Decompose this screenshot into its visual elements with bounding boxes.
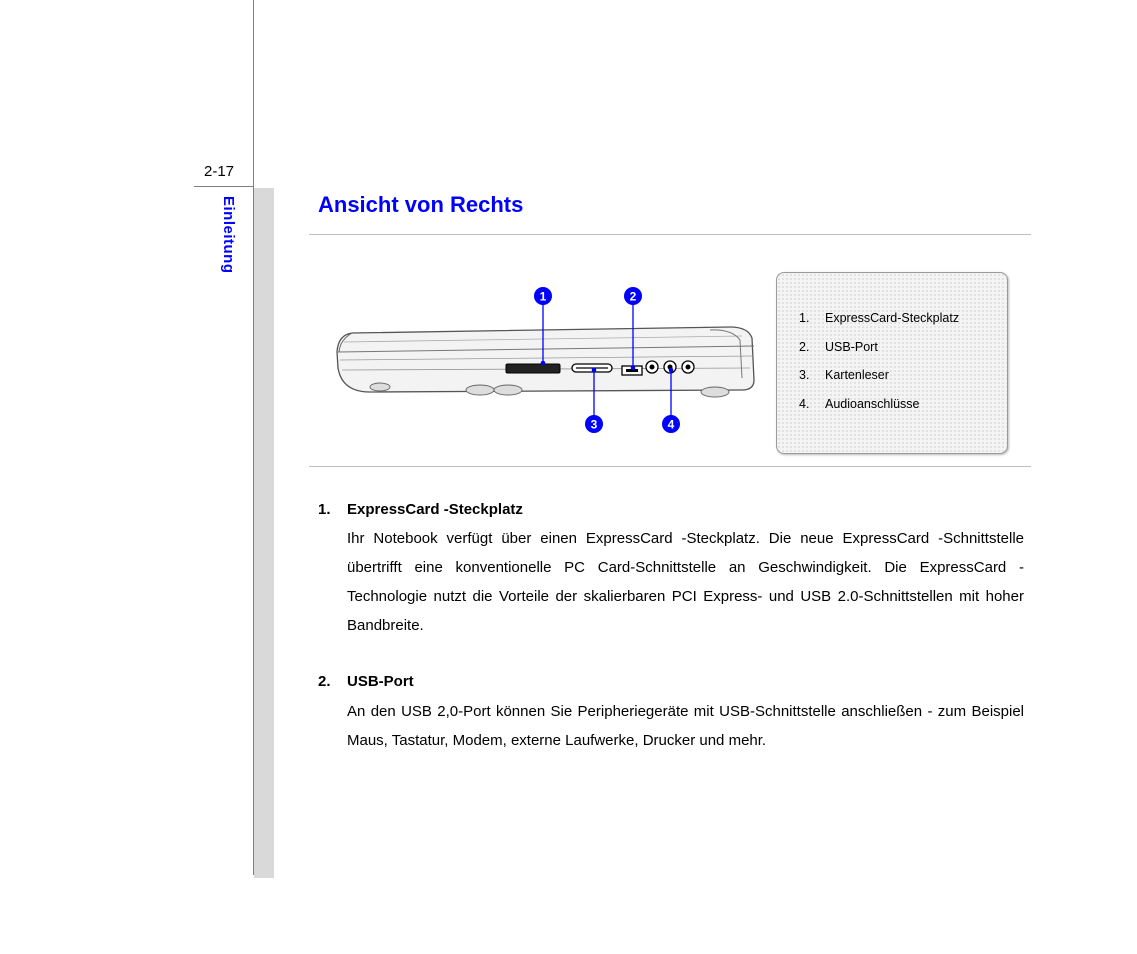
legend-item xyxy=(799,340,959,369)
legend-label: ExpressCard-Steckplatz xyxy=(825,311,960,325)
legend-label: Audioanschlüsse xyxy=(825,396,920,411)
legend-label: Kartenleser xyxy=(825,368,889,383)
legend-item xyxy=(799,368,959,397)
svg-text:1: 1 xyxy=(539,289,547,304)
svg-text:2: 2 xyxy=(629,289,637,304)
page-number-rule xyxy=(194,186,254,187)
notebook-side-view xyxy=(330,280,770,440)
item-text-expresscard: Ihr Notebook verfügt über einen ExpressCard -Steckplatz. Die neue ExpressCard -Schnittstelle übertrifft eine konventionelle PC Card-Schnittstelle an Geschwindigkeit. Die ExpressCard -Technologie nutzt die Vorteile der skalierbaren PCI Express- und USB 2.0-Schnittstellen mit hoher Bandbreite. xyxy=(347,530,1024,634)
legend-item xyxy=(799,311,959,340)
sidebar-bar xyxy=(254,188,274,878)
item-text-usb-port: An den USB 2,0-Port können Sie Peripheriegeräte mit USB-Schnittstelle anschließen - zum Beispiel Maus, Tastatur, Modem, externe Laufwerke, Drucker und mehr. xyxy=(347,703,1024,749)
legend-number: 1. xyxy=(799,311,810,325)
legend-label: USB-Port xyxy=(825,339,878,354)
section-label: Einleitung xyxy=(220,196,237,274)
legend-number: 4. xyxy=(799,396,810,411)
callout-4 xyxy=(662,415,680,433)
item-title: USB-Port xyxy=(347,673,414,690)
expresscard-slot xyxy=(506,364,560,373)
callout-3 xyxy=(585,415,603,433)
legend-list xyxy=(799,311,959,425)
item-title: ExpressCard -Steckplatz xyxy=(347,501,523,518)
legend-item xyxy=(799,397,959,426)
item-number: 2. xyxy=(318,673,331,690)
callout-2 xyxy=(624,287,642,305)
legend-number: 2. xyxy=(799,339,810,354)
callout-1 xyxy=(534,287,552,305)
divider-top xyxy=(309,234,1031,235)
svg-text:3: 3 xyxy=(590,417,598,432)
figure-legend xyxy=(776,272,1008,454)
page-title: Ansicht von Rechts xyxy=(318,192,524,217)
page-number: 2-17 xyxy=(204,163,235,180)
legend-number: 3. xyxy=(799,368,810,383)
item-heading-usb-port xyxy=(318,673,414,690)
divider-bottom xyxy=(309,466,1031,467)
item-heading-expresscard xyxy=(318,501,523,518)
svg-text:4: 4 xyxy=(667,417,675,432)
item-number: 1. xyxy=(318,501,331,518)
